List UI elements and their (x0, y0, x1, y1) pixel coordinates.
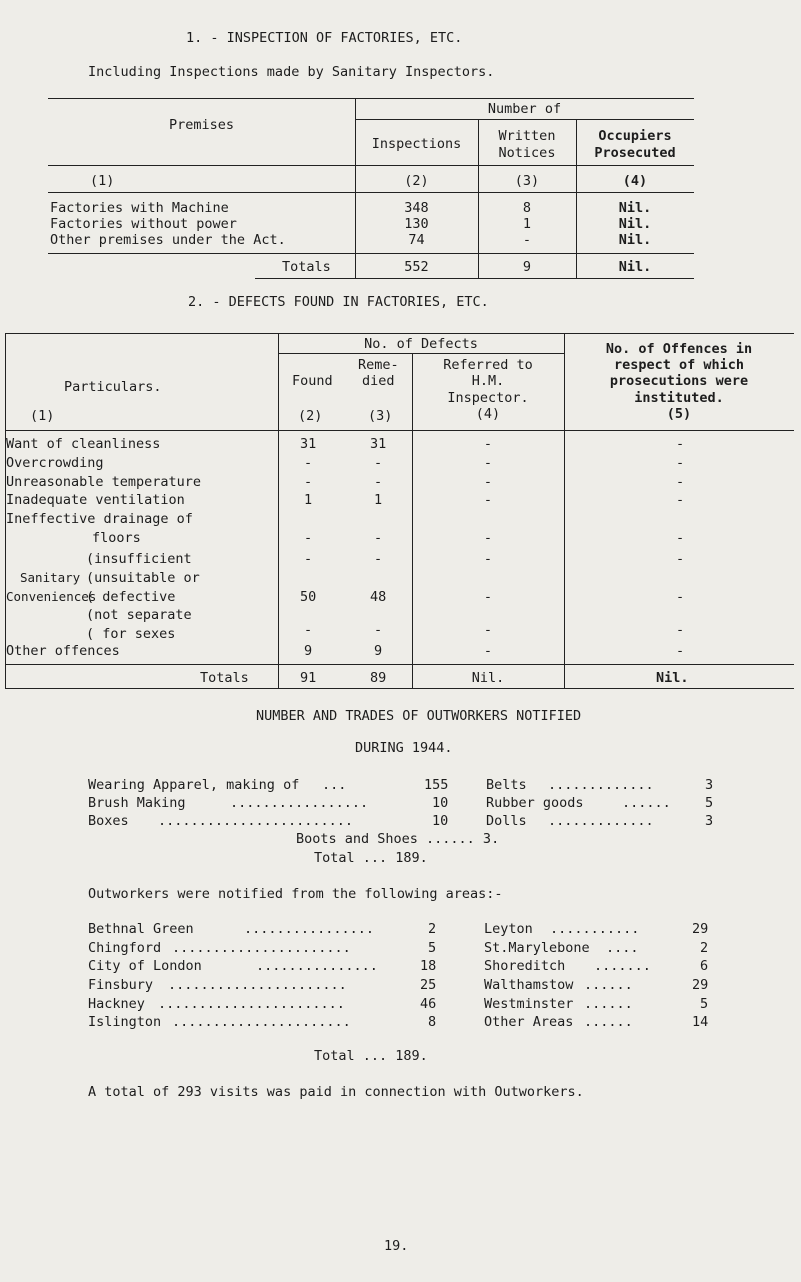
area-label: St.Marylebone (484, 940, 590, 956)
trade-label: Dolls (486, 813, 527, 829)
dot-leader: ........... (550, 921, 640, 937)
particular-cell: Want of cleanliness (6, 436, 161, 452)
number-of-header: Number of (487, 101, 562, 117)
dot-leader: ...................... (172, 940, 351, 956)
area-label: Walthamstow (484, 977, 574, 993)
dot-leader: ............. (548, 813, 654, 829)
area-value: 2 (428, 921, 437, 937)
trade-label: Belts (486, 777, 527, 793)
sanitary-sub: ( defective (86, 589, 176, 605)
area-label: Shoreditch (484, 958, 566, 974)
totals-label: Totals (200, 670, 249, 686)
found-cell: 50 (300, 589, 317, 605)
notices-header: Notices (498, 145, 556, 161)
remedied-cell: 48 (370, 589, 387, 605)
col-number: (2) (404, 173, 429, 189)
offences-cell: - (676, 551, 685, 567)
found-cell: - (304, 622, 313, 638)
dot-leader: ...... (622, 795, 671, 811)
col-number: (1) (30, 408, 55, 424)
area-value: 8 (428, 1014, 437, 1030)
trade-value: 3 (705, 813, 714, 829)
inspections-cell: 348 (404, 200, 429, 216)
area-value: 46 (420, 996, 437, 1012)
dot-leader: ...... (584, 996, 633, 1012)
notices-total: 9 (522, 259, 532, 275)
referred-cell: - (483, 492, 493, 508)
premises-cell: Factories with Machine (50, 200, 229, 216)
sanitary-label: Sanitary (20, 570, 81, 585)
dot-leader: ...................... (172, 1014, 351, 1030)
referred-cell: - (483, 474, 493, 490)
remedied-total: 89 (370, 670, 387, 686)
area-value: 29 (692, 921, 709, 937)
col-number: (1) (90, 173, 115, 189)
prosecuted-header: Prosecuted (594, 145, 676, 161)
offences-cell: - (676, 455, 685, 471)
inspections-header: Inspections (371, 136, 462, 152)
offences-cell: - (676, 530, 685, 546)
page-number: 19. (384, 1238, 409, 1254)
area-label: Finsbury (88, 977, 154, 993)
dot-leader: ...................... (168, 977, 347, 993)
sanitary-sub: (unsuitable or (86, 570, 200, 586)
offences-total: Nil. (656, 670, 689, 686)
totals-label: Totals (282, 259, 331, 275)
trade-value: 10 (432, 795, 449, 811)
dot-leader: ........................ (158, 813, 354, 829)
referred-cell: - (483, 643, 493, 659)
offences-cell: - (676, 492, 685, 508)
dot-leader: ............. (548, 777, 654, 793)
referred-cell: - (483, 530, 493, 546)
premises-cell: Factories without power (50, 216, 237, 232)
notices-cell: - (522, 232, 532, 248)
area-value: 6 (700, 958, 709, 974)
found-cell: - (304, 474, 313, 490)
particulars-header: Particulars. (64, 379, 162, 395)
area-value: 2 (700, 940, 709, 956)
col-number: (2) (298, 408, 323, 424)
remedied-cell: - (374, 551, 383, 567)
dot-leader: ...... (584, 1014, 633, 1030)
remedied-cell: - (374, 530, 383, 546)
offences-cell: - (676, 436, 685, 452)
prosecuted-total: Nil. (618, 259, 652, 275)
offences-header: No. of Offences in (605, 341, 753, 357)
remedied-cell: - (374, 455, 383, 471)
found-total: 91 (300, 670, 317, 686)
area-value: 14 (692, 1014, 709, 1030)
trade-value: 5 (705, 795, 714, 811)
sanitary-sub: (not separate (86, 607, 192, 623)
section1-subheading: Including Inspections made by Sanitary Inspectors. (88, 64, 495, 80)
col-number: (4) (475, 406, 501, 422)
referred-total: Nil. (471, 670, 505, 686)
found-cell: 9 (304, 643, 313, 659)
dot-leader: ...... (584, 977, 633, 993)
col-number: (5) (666, 406, 692, 422)
area-value: 18 (420, 958, 437, 974)
offences-header: instituted. (634, 390, 724, 406)
inspections-cell: 130 (404, 216, 429, 232)
dot-leader: ............... (256, 958, 378, 974)
offences-header: prosecutions were (609, 373, 749, 389)
dot-leader: ... (322, 777, 347, 793)
prosecuted-cell: Nil. (618, 200, 652, 216)
found-cell: - (304, 530, 313, 546)
found-cell: - (304, 455, 313, 471)
premises-cell: Other premises under the Act. (50, 232, 286, 248)
referred-cell: - (483, 455, 493, 471)
dot-leader: ................ (244, 921, 375, 937)
trade-value: 3 (705, 777, 714, 793)
particular-cell: Overcrowding (6, 455, 104, 471)
areas-total: Total ... 189. (314, 1048, 428, 1064)
boots-line: Boots and Shoes ...... 3. (296, 831, 500, 847)
trade-value: 155 (424, 777, 449, 793)
dot-leader: ....................... (158, 996, 345, 1012)
trades-total: Total ... 189. (314, 850, 428, 866)
offences-cell: - (676, 474, 685, 490)
dot-leader: .... (606, 940, 639, 956)
col-number: (3) (514, 173, 540, 189)
particular-cell: Inadequate ventilation (6, 492, 185, 508)
area-value: 29 (692, 977, 709, 993)
offences-cell: - (676, 589, 685, 605)
referred-cell: - (483, 622, 493, 638)
offences-cell: - (676, 643, 685, 659)
inspections-cell: 74 (408, 232, 425, 248)
particular-cell: Other offences (6, 643, 120, 659)
area-label: Bethnal Green (88, 921, 194, 937)
outworkers-during: DURING 1944. (355, 740, 453, 756)
offences-header: respect of which (613, 357, 745, 373)
prosecuted-cell: Nil. (618, 232, 652, 248)
trade-label: Rubber goods (486, 795, 584, 811)
found-cell: 31 (300, 436, 317, 452)
trade-label: Brush Making (88, 795, 186, 811)
area-label: Other Areas (484, 1014, 574, 1030)
area-label: City of London (88, 958, 202, 974)
found-header: Found (292, 373, 333, 389)
trade-value: 10 (432, 813, 449, 829)
areas-intro: Outworkers were notified from the following areas:- (88, 886, 503, 902)
no-of-defects-header: No. of Defects (364, 336, 478, 352)
prosecuted-cell: Nil. (618, 216, 652, 232)
sanitary-label: Conveniences (6, 589, 97, 604)
referred-cell: - (483, 436, 493, 452)
remedied-header: died (362, 373, 395, 389)
referred-header: Referred to (443, 357, 533, 373)
trade-label: Boxes (88, 813, 129, 829)
particular-cell: Unreasonable temperature (6, 474, 202, 490)
offences-cell: - (676, 622, 685, 638)
found-cell: - (304, 551, 313, 567)
area-value: 25 (420, 977, 437, 993)
particular-cell: Ineffective drainage of (6, 511, 193, 527)
dot-leader: ................. (230, 795, 369, 811)
referred-cell: - (483, 551, 493, 567)
notices-cell: 1 (522, 216, 532, 232)
remedied-cell: - (374, 622, 383, 638)
remedied-cell: 9 (374, 643, 383, 659)
remedied-header: Reme- (358, 357, 399, 373)
particular-cell: floors (92, 530, 141, 546)
dot-leader: ....... (594, 958, 651, 974)
area-value: 5 (428, 940, 437, 956)
remedied-cell: 31 (370, 436, 387, 452)
section2-heading: 2. - DEFECTS FOUND IN FACTORIES, ETC. (188, 294, 489, 310)
referred-header: H.M. (471, 373, 505, 389)
area-label: Leyton (484, 921, 533, 937)
col-number: (4) (622, 173, 648, 189)
notices-cell: 8 (522, 200, 532, 216)
area-label: Westminster (484, 996, 574, 1012)
area-label: Chingford (88, 940, 162, 956)
trade-label: Wearing Apparel, making of (88, 777, 300, 793)
visits-note: A total of 293 visits was paid in connection with Outworkers. (88, 1084, 584, 1100)
premises-header: Premises (168, 117, 235, 133)
referred-header: Inspector. (447, 390, 529, 406)
outworkers-heading: NUMBER AND TRADES OF OUTWORKERS NOTIFIED (256, 708, 582, 724)
section1-heading: 1. - INSPECTION OF FACTORIES, ETC. (186, 30, 463, 46)
col-number: (3) (368, 408, 393, 424)
remedied-cell: 1 (374, 492, 383, 508)
occupiers-header: Occupiers (598, 128, 672, 144)
area-label: Hackney (88, 996, 145, 1012)
remedied-cell: - (374, 474, 383, 490)
written-header: Written (498, 128, 556, 144)
inspections-total: 552 (404, 259, 429, 275)
found-cell: 1 (304, 492, 313, 508)
sanitary-sub: (insufficient (86, 551, 192, 567)
area-value: 5 (700, 996, 709, 1012)
area-label: Islington (88, 1014, 162, 1030)
sanitary-sub: ( for sexes (86, 626, 176, 642)
referred-cell: - (483, 589, 493, 605)
